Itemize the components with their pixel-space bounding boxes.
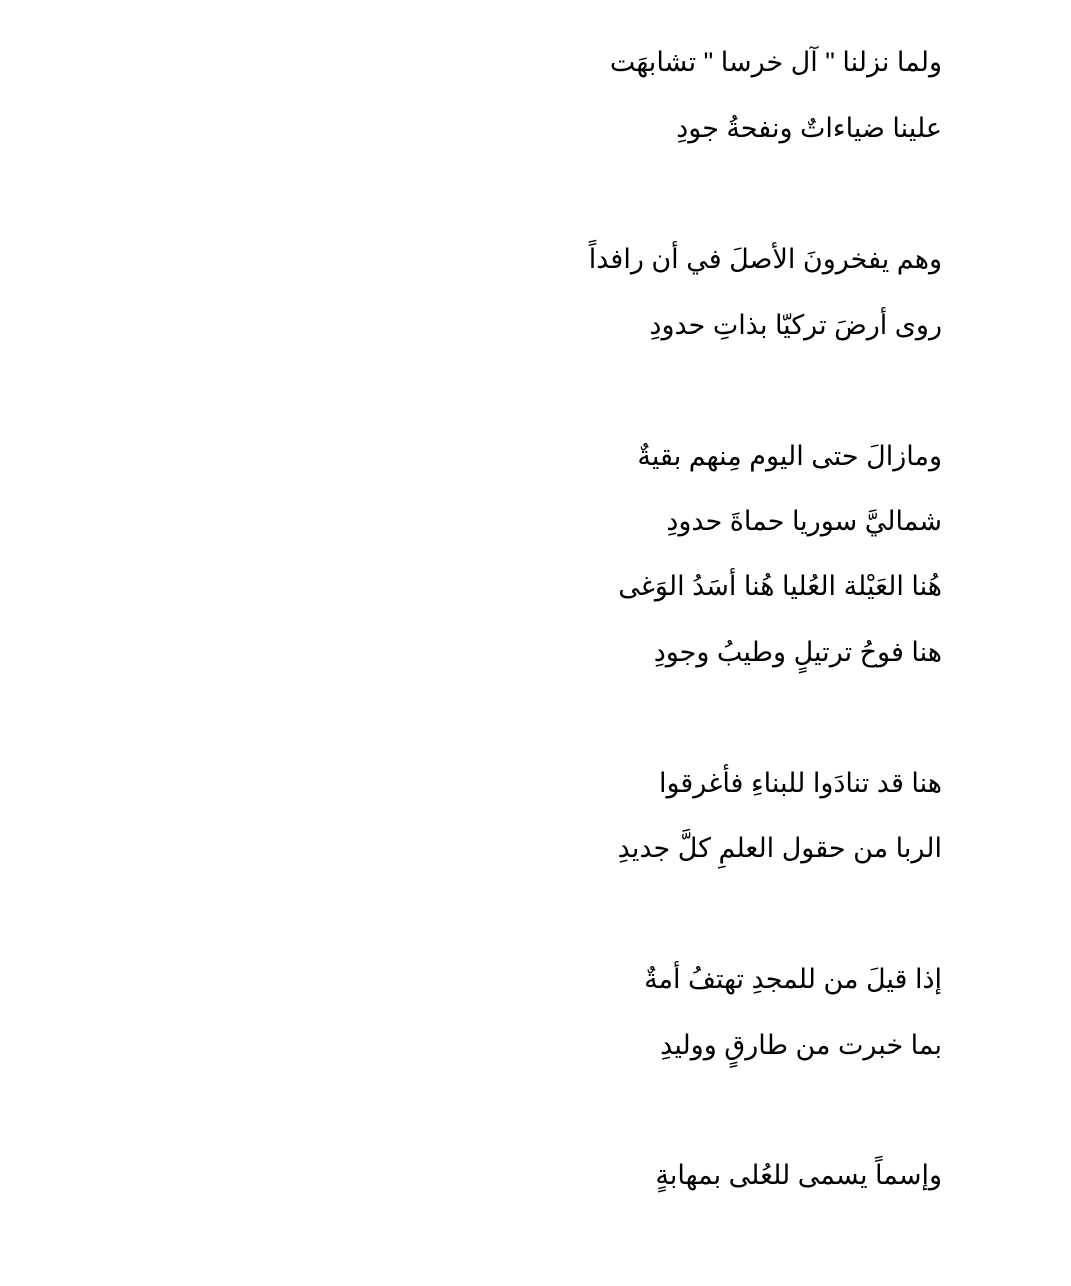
poem-line: وإسماً يسمى للعُلى بمهابةٍ: [655, 1160, 942, 1190]
poem-line: هنا قد تنادَوا للبناءِ فأغرقوا: [658, 768, 942, 798]
poem-line: هُنا العَيْلة العُليا هُنا أسَدُ الوَغى: [618, 571, 942, 601]
poem-line: بما خبرت من طارقٍ ووليدِ: [660, 1030, 942, 1060]
poem-line: شماليَّ سوريا حماةَ حدودِ: [666, 506, 942, 536]
poem-line: ولما نزلنا " آل خرسا " تشابهَت: [609, 47, 942, 77]
poem-line: روى أرضَ تركيّا بذاتِ حدودِ: [649, 310, 942, 340]
poem-line: الربا من حقول العلمِ كلَّ جديدِ: [617, 833, 942, 863]
poem-line: علينا ضياءاتٌ ونفحةُ جودِ: [676, 113, 942, 143]
poem-line: وهم يفخرونَ الأصلَ في أن رافداً: [588, 244, 942, 274]
poem-line: ومازالَ حتى اليوم مِنهم بقيةٌ: [637, 441, 942, 471]
poem-line: إذا قيلَ من للمجدِ تهتفُ أمةٌ: [644, 964, 942, 994]
poem-line: هنا فوحُ ترتيلٍ وطيبُ وجودِ: [653, 637, 942, 667]
